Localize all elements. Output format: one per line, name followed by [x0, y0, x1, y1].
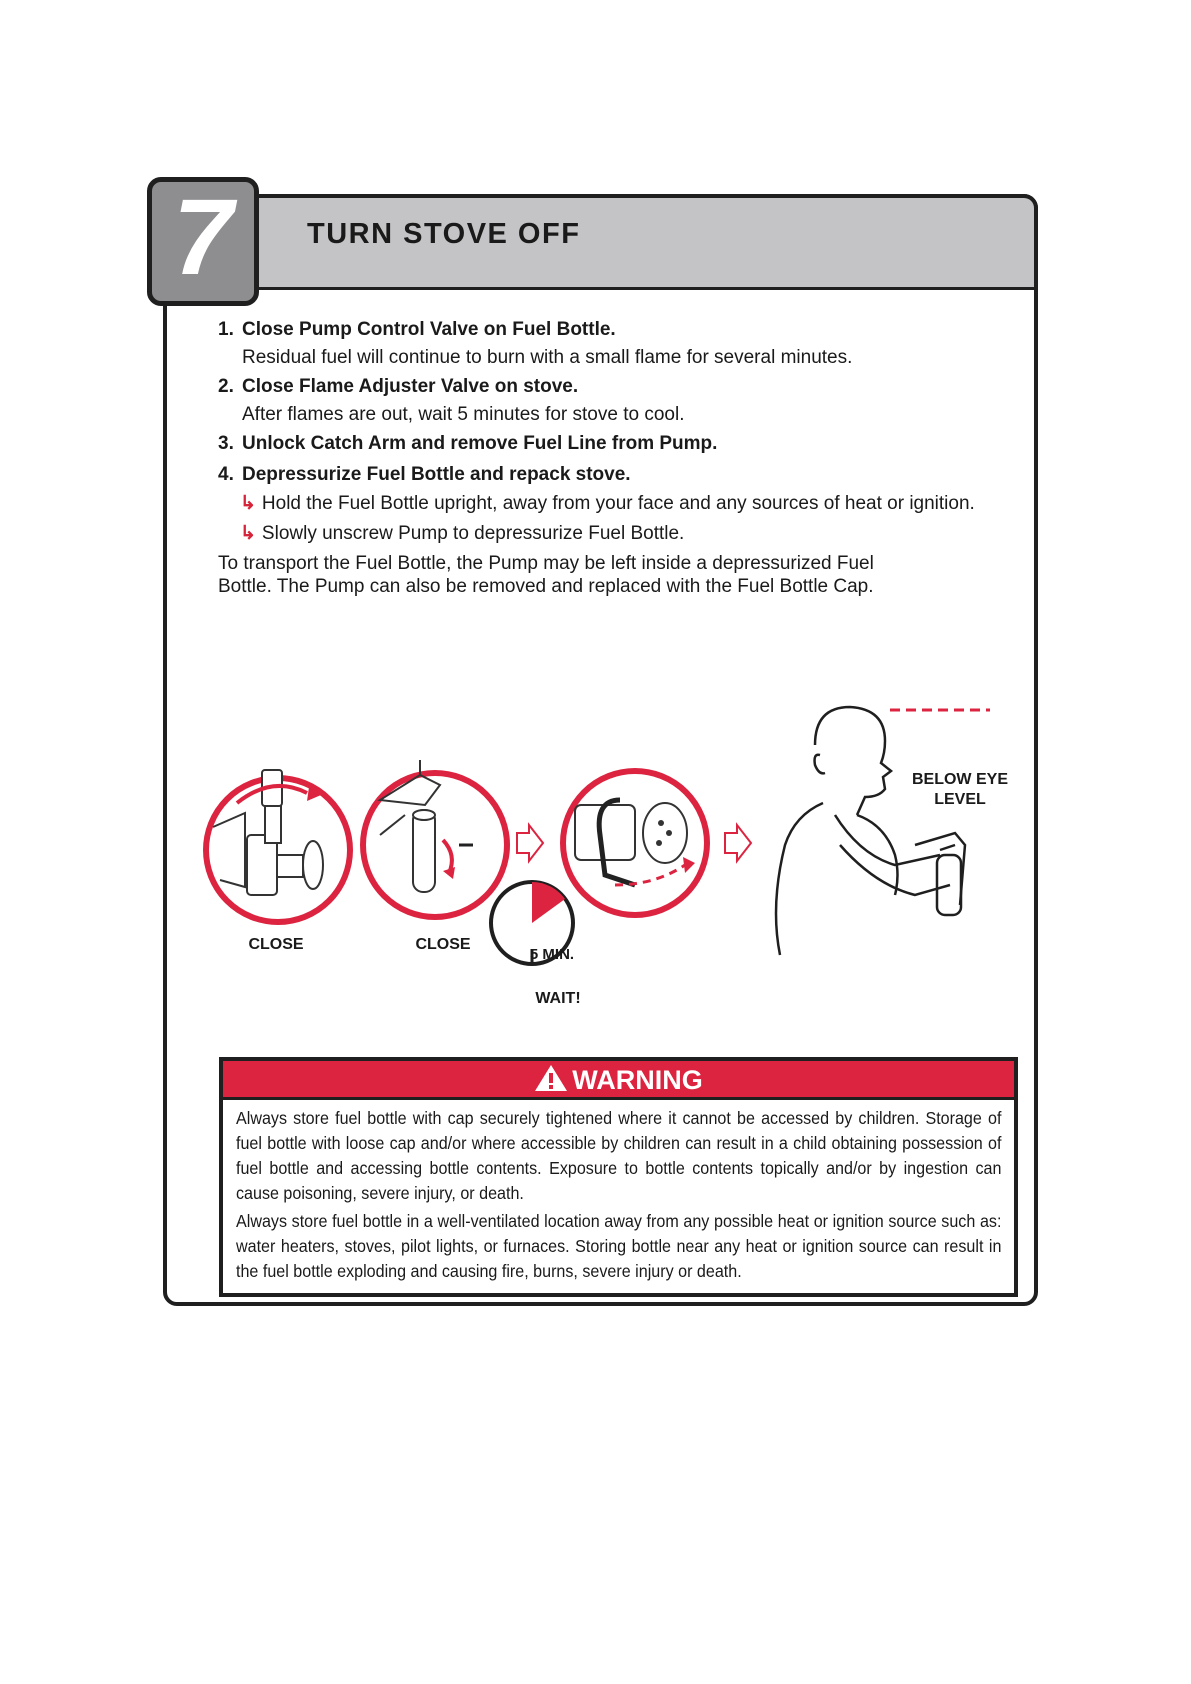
transport-note: [218, 552, 874, 598]
wait-label: WAIT!: [535, 990, 581, 1007]
close-label-1: CLOSE: [248, 936, 304, 953]
step-1-detail: Residual fuel will continue to burn with a small flame for several minutes.: [242, 347, 853, 368]
bent-arrow-icon: ↳: [240, 493, 256, 514]
step-number: 7: [172, 176, 234, 297]
step-4-substep-2: ↳ Slowly unscrew Pump to depressurize Fuel Bottle.: [240, 523, 685, 544]
step-1-title: 1. Close Pump Control Valve on Fuel Bottle.: [218, 319, 616, 340]
step-2-title: 2. Close Flame Adjuster Valve on stove.: [218, 376, 579, 397]
person-depressurizing-icon: [776, 707, 965, 955]
warning-triangle-icon: [534, 1064, 568, 1092]
section-header-bar: [163, 194, 1038, 290]
timer-label: 5 MIN.: [529, 946, 575, 963]
step-4-title: 4. Depressurize Fuel Bottle and repack stove.: [218, 464, 631, 485]
pump-valve-icon: [206, 770, 350, 922]
section-title: TURN STOVE OFF: [307, 218, 581, 250]
flame-adjuster-icon: [363, 760, 507, 917]
warning-paragraph-1: Always store fuel bottle with cap securely tightened where it cannot be accessed by children. Storage of fuel bottle with loose cap and/or where accessible by children can result in a child obtaining possession of fuel bottle and accessing bottle contents. Exposure to bottle contents topically and/or by ingestion can cause poisoning, severe injury, or death.: [236, 1108, 1002, 1203]
fuel-line-icon: [563, 771, 707, 915]
step-3-title: 3. Unlock Catch Arm and remove Fuel Line from Pump.: [218, 433, 718, 454]
transport-note-line-2: Bottle. The Pump can also be removed and replaced with the Fuel Bottle Cap.: [218, 576, 874, 597]
eye-level-label: BELOW EYE LEVEL: [911, 771, 1008, 808]
transport-note-line-1: To transport the Fuel Bottle, the Pump may be left inside a depressurized Fuel: [218, 553, 874, 574]
shutdown-illustration: [195, 705, 1025, 1015]
step-2-detail: After flames are out, wait 5 minutes for stove to cool.: [242, 404, 685, 425]
bent-arrow-icon: ↳: [240, 523, 256, 544]
warning-title: WARNING: [223, 1062, 1014, 1098]
warning-paragraph-2: Always store fuel bottle in a well-ventilated location away from any possible heat or ignition source such as: water heaters, stoves, pilot lights, or furnaces. Storing bottle near any heat or ignition source can result in the fuel bottle exploding and causing fire, burns, severe injury or death.: [236, 1211, 1002, 1281]
step-4-substep-1: ↳ Hold the Fuel Bottle upright, away from your face and any sources of heat or ignition.: [240, 493, 975, 514]
close-label-2: CLOSE: [415, 936, 471, 953]
